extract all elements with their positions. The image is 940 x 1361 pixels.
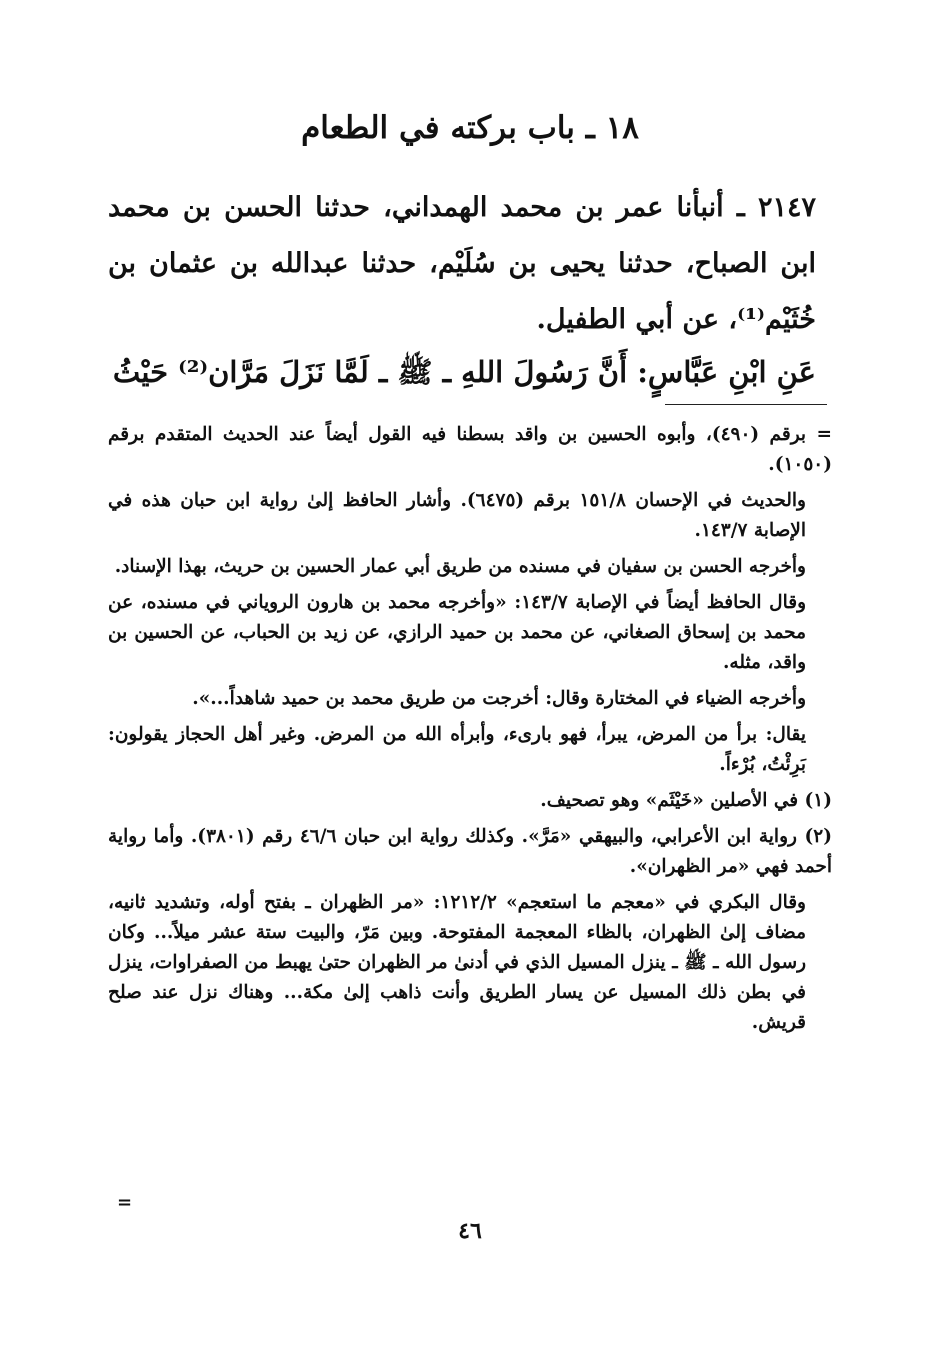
chapter-heading: ١٨ ـ باب بركته في الطعام: [301, 110, 639, 146]
footnote-2: (٢) رواية ابن الأعرابي، والبيهقي «مَرَّ». وكذلك رواية ابن حبان ٤٦/٦ رقم (٣٨٠١). وأما رواية أحمد فهي «مر الظهران».: [108, 826, 832, 877]
footnote-paragraph: وأخرجه الضياء في المختارة وقال: أخرجت من طريق محمد بن حميد شاهداً...».: [192, 688, 806, 709]
isnad-block: [108, 180, 816, 348]
footnote-separator: [665, 404, 827, 405]
page-number: ٤٦: [458, 1218, 482, 1244]
continuation-mark: =: [117, 1192, 133, 1213]
hadith-text: عَنِ ابْنِ عَبَّاسٍ: أَنَّ رَسُولَ اللهِ ـ ﷺ ـ لَمَّا نَزَلَ مَرَّان⁽²⁾ حَيْثُ: [112, 355, 816, 389]
footnote-paragraph: وأخرجه الحسن بن سفيان في مسنده من طريق أبي عمار الحسين بن حريث، بهذا الإسناد.: [114, 556, 806, 577]
footnote-paragraph: يقال: برأ من المرض، يبرأ، فهو بارىء، وأبرأه الله من المرض. وغير أهل الحجاز يقولون: بَرِئْتُ، بُرْءاً.: [108, 724, 806, 775]
footnotes: [108, 420, 832, 1044]
footnote-1: (١) في الأصلين «خَيْثَم» وهو تصحيف.: [540, 790, 832, 811]
footnote-paragraph: وقال البكري في «معجم ما استعجم» ١٢١٢/٢: «مر الظهران ـ بفتح أوله، وتشديد ثانيه، مضاف إلىٰ الظهران، بالظاء المعجمة المفتوحة. وبين مَرّ، والبيت ستة عشر ميلاً... وكان رسول الله ـ ﷺ ـ ينزل المسيل الذي في أدنىٰ مر الظهران حتىٰ يهبط من الصفراوات، ينزل في بطن ذلك المسيل عن يسار الطريق وأنت ذاهب إلىٰ مكة... وهناك نزل عند صلح قريش.: [108, 892, 806, 1033]
isnad-paragraph: ٢١٤٧ ـ أنبأنا عمر بن محمد الهمداني، حدثنا الحسن بن محمد ابن الصباح، حدثنا يحيى بن سُلَيْم، حدثنا عبدالله بن عثمان بن خُثَيْم⁽¹⁾، عن أبي الطفيل.: [108, 192, 816, 335]
footnote-paragraph: = برقم (٤٩٠)، وأبوه الحسين بن واقد بسطنا فيه القول أيضاً عند الحديث المتقدم برقم (١٠٥٠).: [108, 424, 832, 475]
footnote-paragraph: والحديث في الإحسان ١٥١/٨ برقم (٦٤٧٥). وأشار الحافظ إلىٰ رواية ابن حبان هذه في الإصابة ١٤٣/٧.: [108, 490, 806, 541]
footnote-paragraph: وقال الحافظ أيضاً في الإصابة ١٤٣/٧: «وأخرجه محمد بن هارون الروياني في مسنده، عن محمد بن إسحاق الصغاني، عن محمد بن حميد الرازي، عن زيد بن الحباب، عن الحسين بن واقد، مثله.: [108, 592, 806, 673]
